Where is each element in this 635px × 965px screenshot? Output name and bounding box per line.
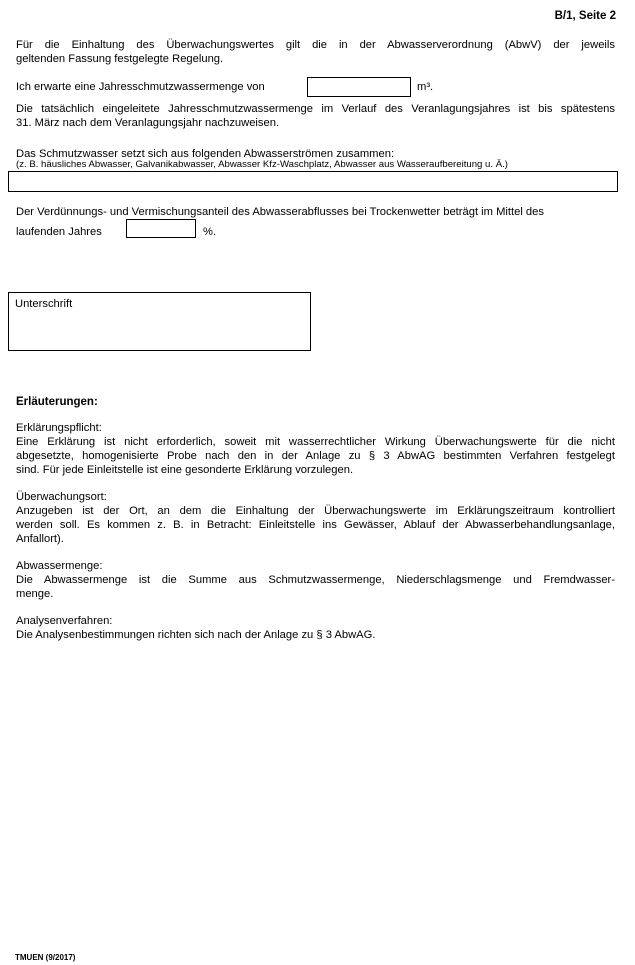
explanations-heading: Erläuterungen: (16, 396, 98, 408)
dilution-input[interactable] (126, 219, 196, 238)
explanation-line: menge. (16, 588, 54, 600)
intro-paragraph (16, 38, 615, 66)
explanation-section-location (16, 490, 615, 546)
streams-hint: (z. B. häusliches Abwasser, Galvanikabwasser, Abwasser Kfz-Waschplatz, Abwasser aus Wasseraufbereitung u. Ä.) (16, 159, 508, 170)
signature-label: Unterschrift (15, 298, 73, 310)
annual-volume-label: Ich erwarte eine Jahresschmutzwassermenge von (16, 81, 265, 93)
explanation-line: abgesetzte, homogenisierte Probe nach den in der Anlage zu § 3 AbwAG bestimmten Verfahren festgelegt (16, 450, 615, 462)
explanation-section-volume (16, 559, 615, 601)
explanation-title: Erklärungspflicht: (16, 422, 102, 434)
explanation-line: Anzugeben ist der Ort, an dem die Einhaltung der Überwachungswerte im Erklärungszeitraum kontrolliert (16, 505, 615, 517)
explanation-line: Eine Erklärung ist nicht erforderlich, soweit mit wasserrechtlicher Wirkung Überwachungswerte für die nicht (16, 436, 615, 448)
explanation-title: Analysenverfahren: (16, 615, 113, 627)
explanation-line: sind. Für jede Einleitstelle ist eine gesonderte Erklärung vorzulegen. (16, 464, 354, 476)
signature-field[interactable] (8, 292, 311, 351)
form-code: TMUEN (9/2017) (15, 953, 76, 962)
explanation-line: Die Analysenbestimmungen richten sich nach der Anlage zu § 3 AbwAG. (16, 629, 376, 641)
dilution-unit: %. (203, 226, 217, 238)
streams-input[interactable] (8, 171, 618, 192)
explanation-title: Überwachungsort: (16, 491, 107, 503)
explanation-line: Die Abwassermenge ist die Summe aus Schmutzwassermenge, Niederschlagsmenge und Fremdwasser- (16, 574, 615, 586)
annual-volume-unit: m³. (417, 81, 434, 93)
annual-volume-note-line-2: 31. März nach dem Veranlagungsjahr nachzuweisen. (16, 117, 280, 129)
streams-label: Das Schmutzwasser setzt sich aus folgenden Abwasserströmen zusammen: (16, 148, 395, 160)
intro-line-2: geltenden Fassung festgelegte Regelung. (16, 53, 224, 65)
intro-line-1: Für die Einhaltung des Überwachungswertes gilt die in der Abwasserverordnung (AbwV) der jeweils (16, 39, 615, 51)
explanation-section-obligation (16, 421, 615, 477)
explanation-title: Abwassermenge: (16, 560, 103, 572)
annual-volume-note (16, 102, 615, 130)
explanation-line: werden soll. Es kommen z. B. in Betracht: Einleitstelle ins Gewässer, Ablauf der Abwasserbehandlungsanlage, (16, 519, 615, 531)
page-reference: B/1, Seite 2 (554, 10, 616, 22)
explanation-line: Anfallort). (16, 533, 64, 545)
explanation-section-analysis (16, 614, 615, 642)
annual-volume-input[interactable] (307, 77, 411, 97)
annual-volume-note-line-1: Die tatsächlich eingeleitete Jahresschmutzwassermenge im Verlauf des Veranlagungsjahres ist bis spätestens (16, 103, 615, 115)
dilution-line-1: Der Verdünnungs- und Vermischungsanteil des Abwasserabflusses bei Trockenwetter beträgt im Mittel des (16, 206, 544, 218)
dilution-label: laufenden Jahres (16, 226, 102, 238)
